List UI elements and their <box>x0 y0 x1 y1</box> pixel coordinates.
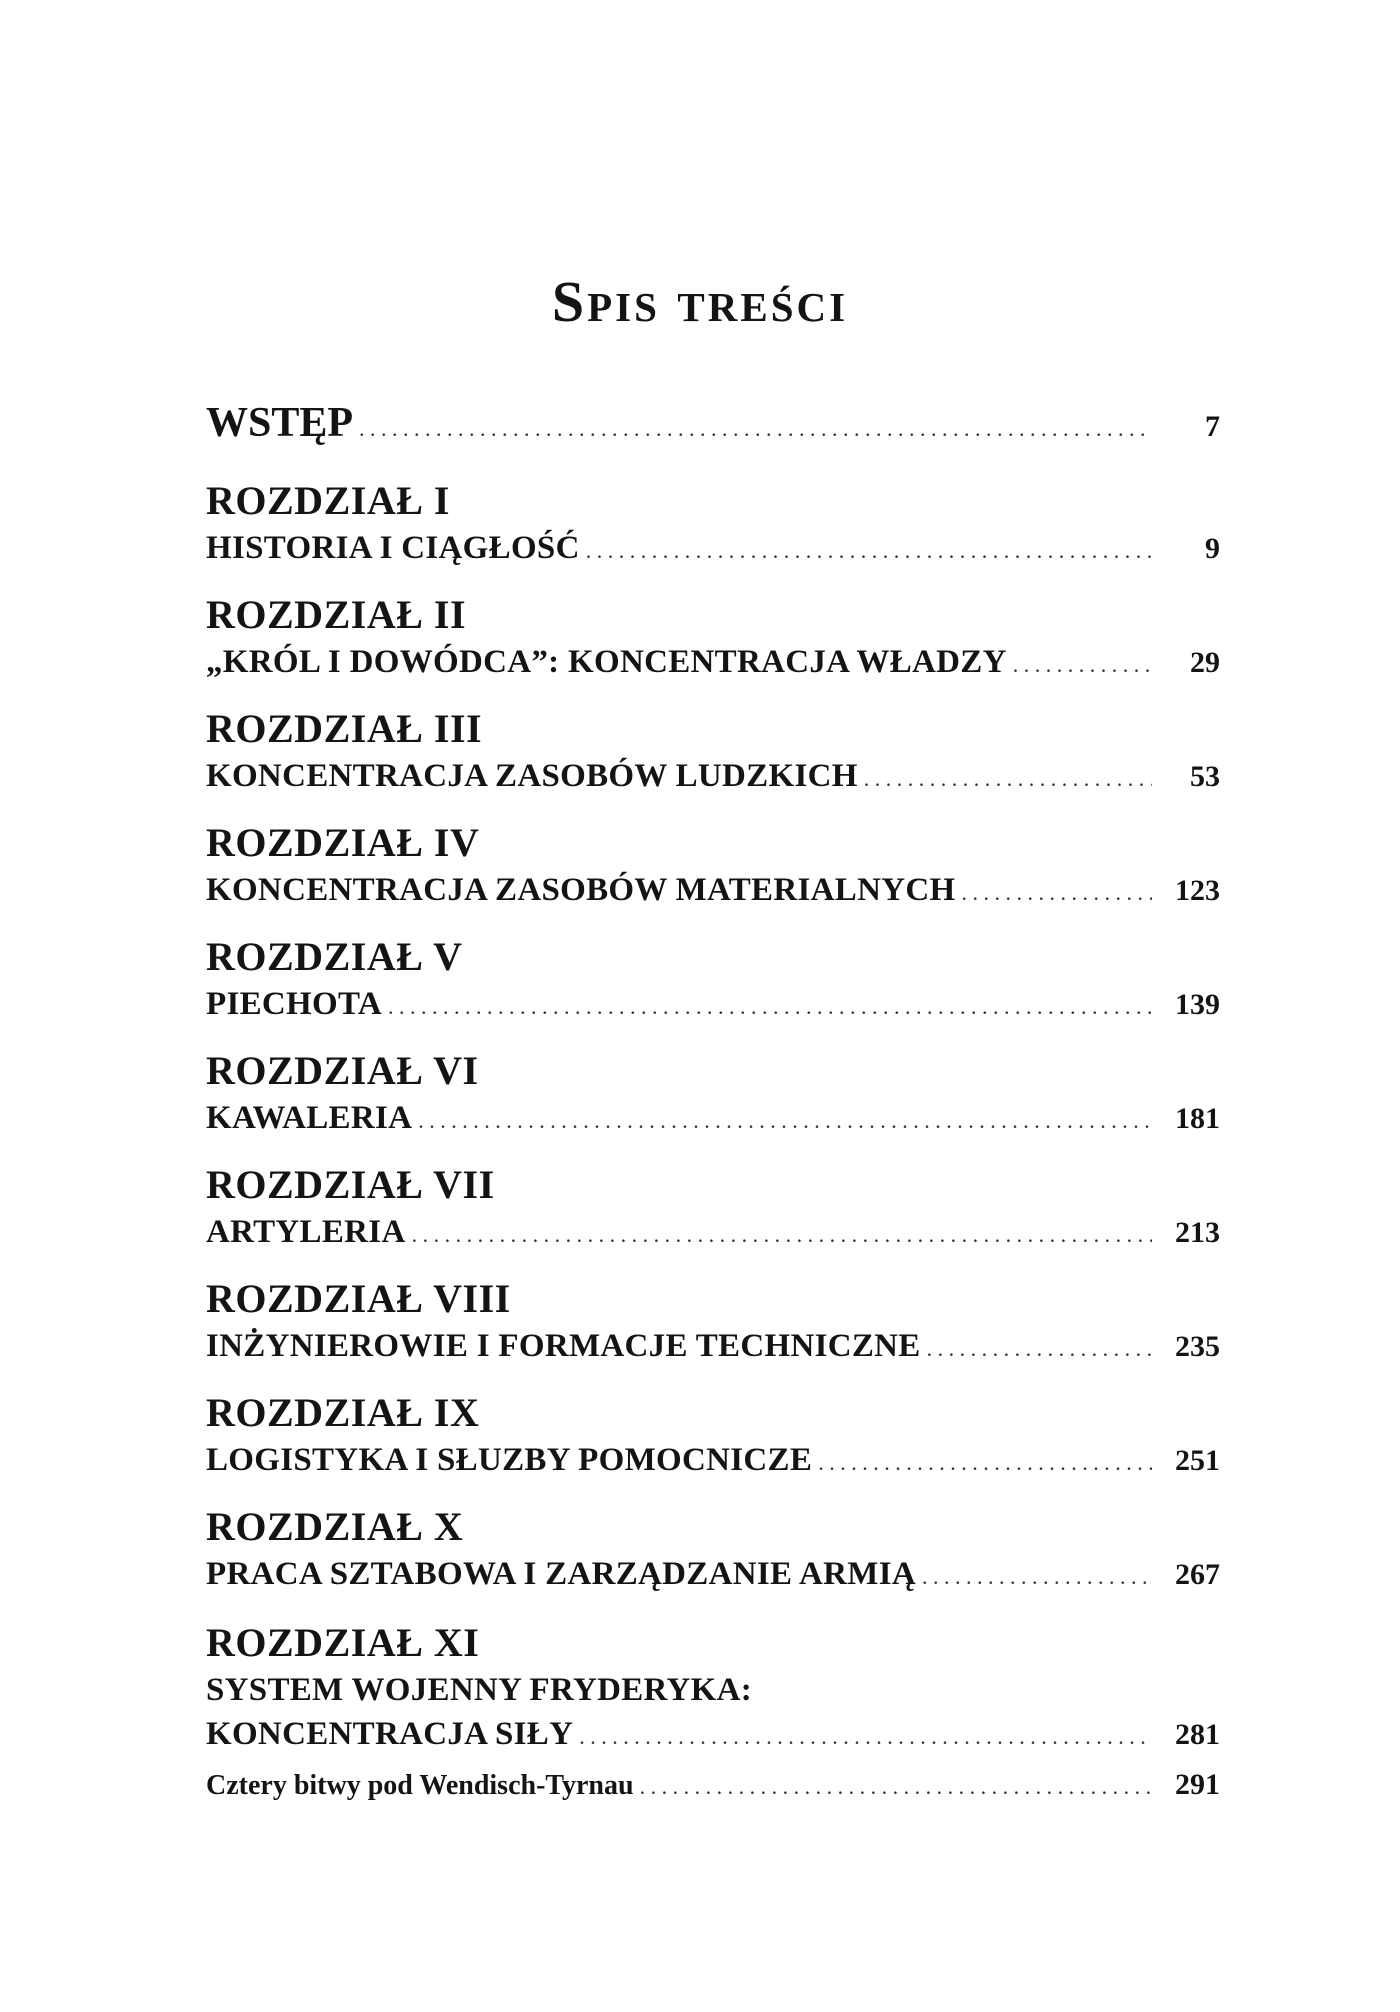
dot-leader <box>922 1564 1152 1590</box>
toc-page-number: 281 <box>1175 1718 1220 1751</box>
dot-leader <box>818 1450 1152 1476</box>
toc-entry-title: PIECHOTA <box>206 986 382 1022</box>
chapter-list <box>206 454 1220 1596</box>
toc-page-number: 267 <box>1175 1558 1220 1591</box>
chapter-label: ROZDZIAŁ III <box>206 706 483 751</box>
toc-page-number: 139 <box>1175 988 1220 1021</box>
toc-entry-title: KAWALERIA <box>206 1100 413 1136</box>
toc-entry-title: Cztery bitwy pod Wendisch-Tyrnau <box>206 1770 634 1801</box>
toc-entry-chapter-1[interactable] <box>206 476 1220 570</box>
dot-leader <box>864 766 1152 792</box>
toc-entry-intro[interactable] <box>206 392 1220 454</box>
table-of-contents <box>206 392 1220 1808</box>
toc-page-number: 29 <box>1190 646 1220 679</box>
toc-entry-title: LOGISTYKA I SŁUZBY POMOCNICZE <box>206 1442 813 1478</box>
toc-entry-chapter-7[interactable] <box>206 1160 1220 1254</box>
toc-page-number: 123 <box>1175 874 1220 907</box>
chapter-label: ROZDZIAŁ IX <box>206 1390 480 1435</box>
dot-leader <box>1013 652 1152 678</box>
toc-entry-chapter-3[interactable] <box>206 704 1220 798</box>
toc-entry-title: PRACA SZTABOWA I ZARZĄDZANIE ARMIĄ <box>206 1556 917 1592</box>
toc-page-number: 53 <box>1190 760 1220 793</box>
dot-leader <box>579 1724 1152 1750</box>
dot-leader <box>388 994 1152 1020</box>
toc-entry-title-line1: SYSTEM WOJENNY FRYDERYKA: <box>206 1672 753 1708</box>
toc-page-number: 213 <box>1175 1216 1220 1249</box>
dot-leader <box>961 880 1152 906</box>
toc-entry-chapter-8[interactable] <box>206 1274 1220 1368</box>
toc-entry-title-line2: KONCENTRACJA SIŁY <box>206 1716 574 1752</box>
toc-entry-chapter-6[interactable] <box>206 1046 1220 1140</box>
chapter-label: ROZDZIAŁ VIII <box>206 1276 511 1321</box>
dot-leader <box>359 416 1152 442</box>
dot-leader <box>412 1222 1152 1248</box>
toc-page-number: 7 <box>1205 410 1220 443</box>
toc-entry-title: KONCENTRACJA ZASOBÓW MATERIALNYCH <box>206 872 956 908</box>
dot-leader <box>640 1774 1152 1800</box>
toc-entry-appendix[interactable] <box>206 1764 1220 1808</box>
toc-page-number: 9 <box>1205 532 1220 565</box>
dot-leader <box>418 1108 1152 1134</box>
chapter-label: ROZDZIAŁ X <box>206 1504 464 1549</box>
toc-entry-chapter-9[interactable] <box>206 1388 1220 1482</box>
dot-leader <box>927 1336 1152 1362</box>
toc-entry-title: HISTORIA I CIĄGŁOŚĆ <box>206 530 580 566</box>
chapter-label: ROZDZIAŁ VII <box>206 1162 495 1207</box>
chapter-label: ROZDZIAŁ IV <box>206 820 480 865</box>
toc-page-number: 291 <box>1175 1768 1220 1801</box>
chapter-label: ROZDZIAŁ II <box>206 592 467 637</box>
toc-entry-chapter-10[interactable] <box>206 1502 1220 1596</box>
toc-entry-title: ARTYLERIA <box>206 1214 406 1250</box>
toc-page-number: 235 <box>1175 1330 1220 1363</box>
chapter-label: ROZDZIAŁ I <box>206 478 450 523</box>
chapter-label: ROZDZIAŁ XI <box>206 1620 480 1665</box>
toc-page-number: 181 <box>1175 1102 1220 1135</box>
toc-entry-chapter-4[interactable] <box>206 818 1220 912</box>
toc-entry-title: „KRÓL I DOWÓDCA”: KONCENTRACJA WŁADZY <box>206 644 1007 680</box>
chapter-label: ROZDZIAŁ VI <box>206 1048 479 1093</box>
toc-entry-chapter-11[interactable] <box>206 1618 1220 1756</box>
toc-entry-chapter-5[interactable] <box>206 932 1220 1026</box>
toc-entry-chapter-2[interactable] <box>206 590 1220 684</box>
chapter-label: ROZDZIAŁ V <box>206 934 463 979</box>
toc-page-number: 251 <box>1175 1444 1220 1477</box>
toc-entry-title: INŻYNIEROWIE I FORMACJE TECHNICZNE <box>206 1328 921 1364</box>
toc-entry-title: WSTĘP <box>206 400 354 446</box>
page-title: Spis treści <box>551 269 849 334</box>
toc-entry-title: KONCENTRACJA ZASOBÓW LUDZKICH <box>206 758 858 794</box>
dot-leader <box>586 538 1152 564</box>
